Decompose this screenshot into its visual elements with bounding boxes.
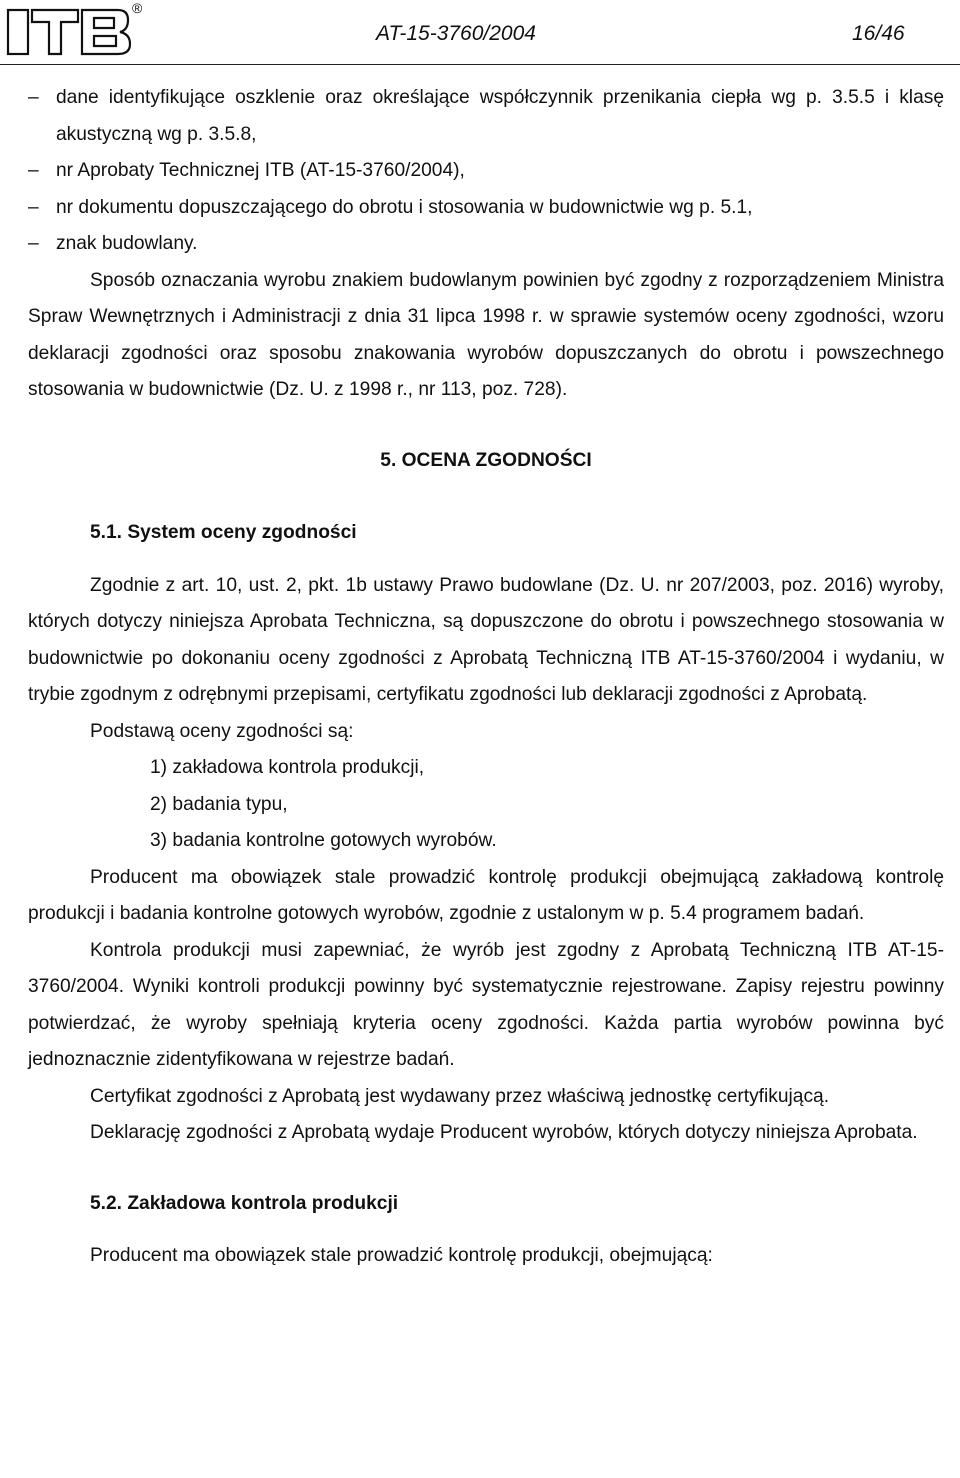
marking-paragraph: Sposób oznaczania wyrobu znakiem budowlanym powinien być zgodny z rozporządzeniem Ministra Spraw Wewnętrznych i Administracji z dnia 31 lipca 1998 r. w sprawie systemów oceny zgodności, wzoru deklaracji zgodności oraz sposobu znakowania wyrobów dopuszczanych do obrotu i powszechnego stosowania w budownictwie (Dz. U. z 1998 r., nr 113, poz. 728). bbox=[28, 269, 944, 400]
page-number: 16/46 bbox=[852, 22, 905, 45]
list-item-text: dane identyfikujące oszklenie oraz określające współczynnik przenikania ciepła wg p. 3.5.5 i klasę akustyczną wg p. 3.5.8, bbox=[56, 87, 944, 145]
document-body bbox=[28, 80, 944, 1275]
registered-mark: ® bbox=[132, 0, 143, 16]
certificate-paragraph: Certyfikat zgodności z Aprobatą jest wydawany przez właściwą jednostkę certyfikującą. bbox=[90, 1085, 830, 1107]
dash-bullet: – bbox=[28, 196, 39, 218]
producer-paragraph: Producent ma obowiązek stale prowadzić kontrolę produkcji obejmującą zakładową kontrolę produkcji i badania kontrolne gotowych wyrobów, zgodnie z ustalonym w p. 5.4 programem badań. bbox=[28, 866, 944, 924]
list-item-text: znak budowlany. bbox=[56, 233, 198, 254]
header-rule bbox=[0, 64, 960, 65]
marking-list-item bbox=[28, 80, 944, 153]
itb-logo bbox=[6, 6, 132, 58]
spacer bbox=[28, 552, 944, 568]
conformity-paragraph: Zgodnie z art. 10, ust. 2, pkt. 1b ustawy Prawo budowlane (Dz. U. nr 207/2003, poz. 2016) wyroby, których dotyczy niniejsza Aprobata Techniczna, są dopuszczone do obrotu i powszechnego stosowania w budownictwie po dokonaniu oceny zgodności z Aprobatą Techniczną ITB AT-15-3760/2004 i wydaniu, w trybie zgodnym z odrębnymi przepisami, certyfikatu zgodności lub deklaracji zgodności z Aprobatą. bbox=[28, 574, 944, 705]
dash-bullet: – bbox=[28, 87, 39, 108]
dash-bullet: – bbox=[28, 233, 39, 254]
marking-list-item bbox=[28, 190, 944, 227]
subsection-title-5-1: 5.1. System oceny zgodności bbox=[90, 522, 357, 543]
doc-number: AT-15-3760/2004 bbox=[376, 22, 536, 45]
section-title: 5. OCENA ZGODNOŚCI bbox=[380, 449, 592, 471]
basis-list-item: 1) zakładowa kontrola produkcji, bbox=[150, 757, 425, 778]
basis-intro: Podstawą oceny zgodności są: bbox=[90, 720, 354, 742]
dash-bullet: – bbox=[28, 160, 39, 181]
spacer bbox=[28, 479, 944, 515]
spacer bbox=[28, 1222, 944, 1238]
page-header bbox=[0, 0, 960, 66]
basis-list-item: 3) badania kontrolne gotowych wyrobów. bbox=[150, 830, 497, 851]
list-item-text: nr Aprobaty Technicznej ITB (AT-15-3760/2004), bbox=[56, 160, 465, 181]
marking-list-item bbox=[28, 153, 944, 190]
basis-list-item: 2) badania typu, bbox=[150, 793, 288, 815]
production-control-paragraph: Kontrola produkcji musi zapewniać, że wyrób jest zgodny z Aprobatą Techniczną ITB AT-15-3760/2004. Wyniki kontroli produkcji powinny być systematycznie rejestrowane. Zapisy rejestru powinny potwierdzać, że wyroby spełniają kryteria oceny zgodności. Każda partia wyrobów powinna być jednoznacznie zidentyfikowana w rejestrze badań. bbox=[28, 939, 944, 1070]
subsection-title-5-2: 5.2. Zakładowa kontrola produkcji bbox=[90, 1192, 399, 1214]
spacer bbox=[28, 1152, 944, 1186]
spacer bbox=[28, 409, 944, 443]
list-item-text: nr dokumentu dopuszczającego do obrotu i stosowania w budownictwie wg p. 5.1, bbox=[56, 196, 753, 218]
factory-control-paragraph: Producent ma obowiązek stale prowadzić kontrolę produkcji, obejmującą: bbox=[90, 1245, 713, 1266]
declaration-paragraph: Deklarację zgodności z Aprobatą wydaje Producent wyrobów, których dotyczy niniejsza Aprobata. bbox=[90, 1122, 918, 1143]
marking-list-item bbox=[28, 226, 944, 263]
